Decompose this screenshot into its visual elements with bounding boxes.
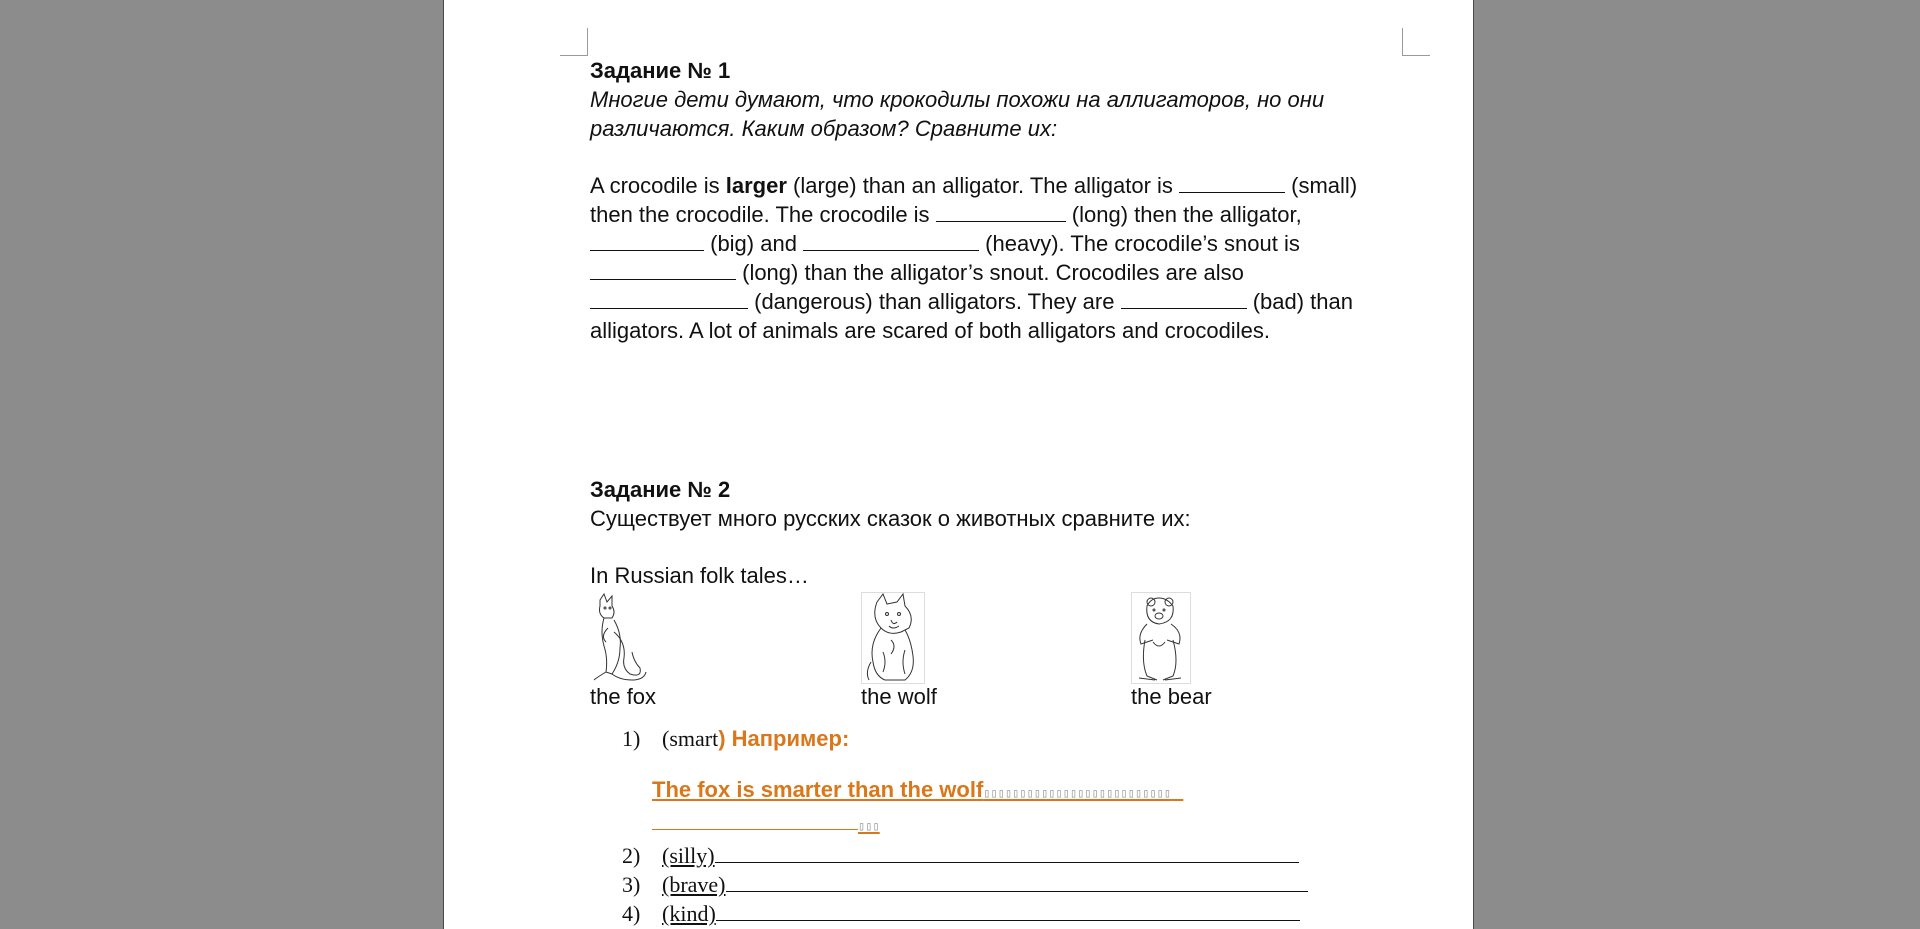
task1-heading: Задание № 1 (590, 58, 731, 83)
animal-label-fox: the fox (590, 684, 657, 709)
paragraph-line-4: (long) than the alligator’s snout. Crocodiles are also (590, 258, 1390, 287)
list-number: 1) (622, 726, 641, 751)
comparison-list (590, 724, 1390, 753)
answer-line (726, 871, 1308, 892)
blank-small (1179, 174, 1285, 193)
blank-bad (1121, 290, 1247, 309)
blank-heavy (803, 232, 979, 251)
example-sentence: The fox is smarter than the wolf (652, 777, 984, 802)
comparison-list-continued (590, 841, 1390, 928)
wolf-illustration-icon (861, 592, 925, 684)
example-sentence-line: The fox is smarter than the wolf▯▯▯▯▯▯▯▯▯▯▯▯▯▯▯▯▯▯▯▯▯▯▯▯▯▯ (652, 777, 1172, 802)
task2-instruction: Существует много русских сказок о животных сравните их: (590, 506, 1191, 531)
blank-long-snout (590, 261, 736, 280)
task1-instruction-line2: различаются. Каким образом? Сравните их: (590, 116, 1058, 141)
list-number: 4) (622, 901, 641, 926)
paragraph-line-2: then the crocodile. The crocodile is (long) then the alligator, (590, 202, 1302, 227)
task1-instruction-line1: Многие дети думают, что крокодилы похожи на аллигаторов, но они (590, 87, 1325, 112)
crop-mark-top-right (1402, 28, 1430, 56)
list-item (590, 841, 1390, 870)
list-number: 3) (622, 872, 641, 897)
animal-wolf (861, 592, 1061, 710)
bear-illustration-icon (1131, 592, 1191, 684)
paragraph-line-6: alligators. A lot of animals are scared of both alligators and crocodiles. (590, 318, 1270, 343)
paragraph-line-1: A crocodile is larger (large) than an alligator. The alligator is (small) (590, 173, 1358, 198)
fox-illustration-icon (590, 592, 650, 684)
animal-label-bear: the bear (1131, 684, 1212, 709)
blank-long (936, 203, 1066, 222)
animal-bear (1131, 592, 1331, 710)
list-item (590, 870, 1390, 899)
adjective: (brave) (662, 872, 726, 897)
blank-dangerous (590, 290, 748, 309)
example-label: Например: (725, 726, 850, 751)
task1-paragraph (590, 171, 1390, 345)
adjective: (silly) (662, 843, 715, 868)
blank-big (590, 232, 704, 251)
example-answer: larger (725, 173, 787, 198)
animal-label-wolf: the wolf (861, 684, 937, 709)
answer-line (716, 900, 1300, 921)
example-continuation-line: ▯▯▯ (590, 808, 1390, 841)
animals-row (590, 592, 1390, 708)
crop-mark-top-left (560, 28, 588, 56)
adjective: (smart (662, 726, 719, 751)
adjective: (kind) (662, 901, 716, 926)
list-item: 1) (smart) Например: (622, 726, 850, 751)
answer-line (715, 842, 1299, 863)
paragraph-line-3: (big) and (heavy). The crocodile’s snout is (590, 229, 1390, 258)
task2-heading: Задание № 2 (590, 477, 731, 502)
animal-fox (590, 592, 790, 710)
list-number: 2) (622, 843, 641, 868)
document-page (443, 0, 1474, 929)
paragraph-line-5: (dangerous) than alligators. They are (bad) than (590, 287, 1390, 316)
page-content[interactable] (590, 56, 1390, 929)
list-item (590, 899, 1390, 928)
task2-subheading: In Russian folk tales… (590, 563, 809, 588)
